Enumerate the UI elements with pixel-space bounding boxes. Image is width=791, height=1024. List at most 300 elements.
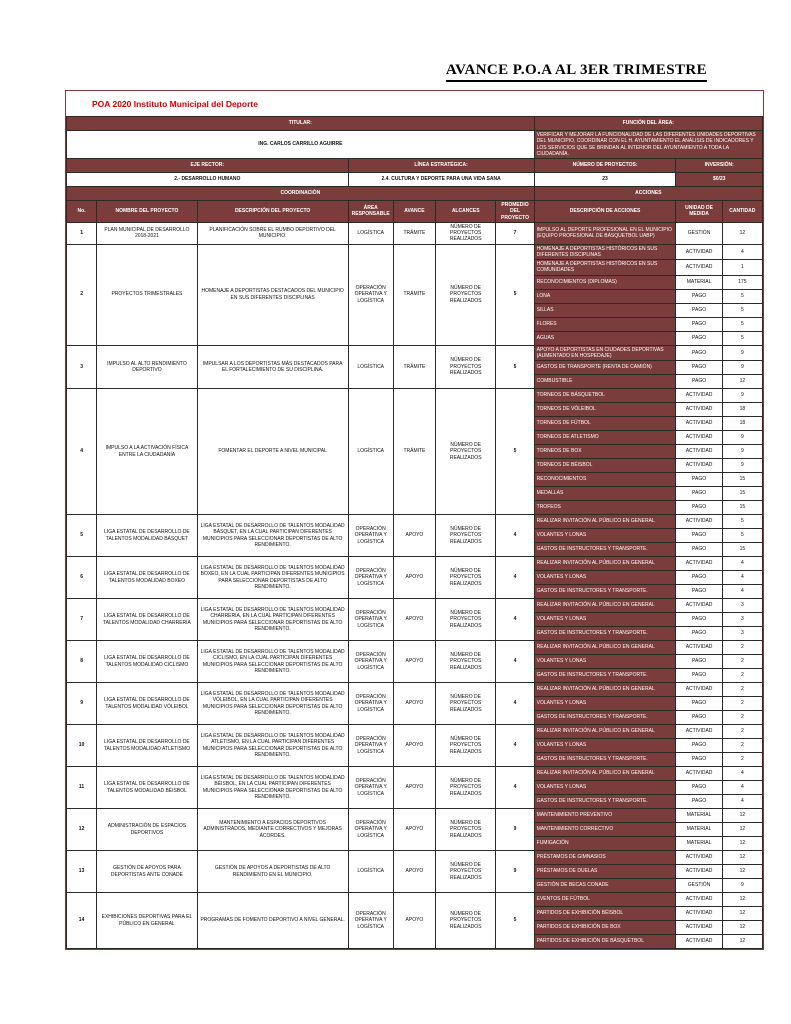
cell-project-desc: GESTIÓN DE APOYOS A DEPORTISTAS DE ALTO RENDIMIENTO EN EL MUNICIPIO. bbox=[197, 851, 348, 893]
cell-cantidad: 12 bbox=[722, 921, 762, 935]
cell-project-desc: LIGA ESTATAL DE DESARROLLO DE TALENTOS MODALIDAD ATLETISMO, EN LA CUAL PARTICIPAN DIFERENTES MUNICIPIOS PARA SELECCIONAR DEPORTISTAS DE ALTO RENDIMIENTO. bbox=[197, 725, 348, 767]
cell-accion-desc: GASTOS DE TRANSPORTE (RENTA DE CAMIÓN) bbox=[534, 361, 676, 375]
cell-accion-desc: VOLANTES Y LONAS bbox=[534, 781, 676, 795]
cell-accion-desc: GASTOS DE INSTRUCTORES Y TRANSPORTE. bbox=[534, 543, 676, 557]
cell-accion-desc: APOYO A DEPORTISTAS EN CIUDADES DEPORTIVAS (AUMENTADO EN HOSPEDAJE) bbox=[534, 345, 676, 361]
cell-accion-desc: GASTOS DE INSTRUCTORES Y TRANSPORTE. bbox=[534, 585, 676, 599]
project-row bbox=[67, 557, 763, 571]
cell-accion-desc: MANTENIMIENTO CORRECTIVO bbox=[534, 823, 676, 837]
cell-cantidad: 4 bbox=[722, 795, 762, 809]
cell-cantidad: 9 bbox=[722, 361, 762, 375]
cell-unidad: ACTIVIDAD bbox=[676, 403, 722, 417]
cell-unidad: ACTIVIDAD bbox=[676, 459, 722, 473]
eje-rector-label: EJE RECTOR: bbox=[67, 159, 349, 173]
titular-label: TITULAR: bbox=[67, 117, 535, 131]
cell-cantidad: 3 bbox=[722, 599, 762, 613]
inversion-value: $0/23 bbox=[676, 173, 763, 187]
cell-cantidad: 2 bbox=[722, 725, 762, 739]
cell-accion-desc: TROFEOS bbox=[534, 501, 676, 515]
cell-project-desc: PROGRAMAS DE FOMENTO DEPORTIVO A NIVEL GENERAL. bbox=[197, 893, 348, 949]
cell-promedio: 4 bbox=[496, 599, 534, 641]
cell-cantidad: 12 bbox=[722, 222, 762, 244]
cell-unidad: PAGO bbox=[676, 711, 722, 725]
column-header: NOMBRE DEL PROYECTO bbox=[97, 201, 198, 223]
cell-project-no: 7 bbox=[67, 599, 97, 641]
cell-cantidad: 15 bbox=[722, 543, 762, 557]
cell-area-responsable: OPERACIÓN OPERATIVA Y LOGÍSTICA bbox=[348, 557, 393, 599]
cell-unidad: PAGO bbox=[676, 345, 722, 361]
column-header: DESCRIPCIÓN DE ACCIONES bbox=[534, 201, 676, 223]
cell-accion-desc: RECONOCIMIENTOS bbox=[534, 473, 676, 487]
page-title: AVANCE P.O.A AL 3ER TRIMESTRE bbox=[446, 62, 707, 82]
cell-alcances: NÚMERO DE PROYECTOS REALIZADOS bbox=[436, 767, 496, 809]
cell-project-desc: PLANIFICACIÓN SOBRE EL RUMBO DEPORTIVO DEL MUNICIPIO. bbox=[197, 222, 348, 244]
cell-project-name: LIGA ESTATAL DE DESARROLLO DE TALENTOS MODALIDAD CHARRERÍA bbox=[97, 599, 198, 641]
cell-accion-desc: LONA bbox=[534, 289, 676, 303]
cell-unidad: PAGO bbox=[676, 501, 722, 515]
cell-promedio: 5 bbox=[496, 244, 534, 345]
cell-unidad: PAGO bbox=[676, 375, 722, 389]
project-row bbox=[67, 725, 763, 739]
cell-unidad: ACTIVIDAD bbox=[676, 641, 722, 655]
cell-accion-desc: FUMIGACIÓN bbox=[534, 837, 676, 851]
cell-project-no: 5 bbox=[67, 515, 97, 557]
cell-accion-desc: TORNEOS DE BÉISBOL bbox=[534, 459, 676, 473]
cell-cantidad: 5 bbox=[722, 331, 762, 345]
cell-project-no: 10 bbox=[67, 725, 97, 767]
cell-accion-desc: GASTOS DE INSTRUCTORES Y TRANSPORTE. bbox=[534, 795, 676, 809]
cell-promedio: 4 bbox=[496, 725, 534, 767]
column-header: No. bbox=[67, 201, 97, 223]
cell-cantidad: 9 bbox=[722, 345, 762, 361]
cell-unidad: ACTIVIDAD bbox=[676, 431, 722, 445]
cell-area-responsable: OPERACIÓN OPERATIVA Y LOGÍSTICA bbox=[348, 893, 393, 949]
cell-cantidad: 2 bbox=[722, 739, 762, 753]
cell-unidad: ACTIVIDAD bbox=[676, 907, 722, 921]
cell-accion-desc: REALIZAR INVITACIÓN AL PÚBLICO EN GENERAL bbox=[534, 725, 676, 739]
cell-area-responsable: LOGÍSTICA bbox=[348, 851, 393, 893]
cell-unidad: PAGO bbox=[676, 317, 722, 331]
cell-unidad: MATERIAL bbox=[676, 837, 722, 851]
cell-unidad: ACTIVIDAD bbox=[676, 935, 722, 949]
cell-accion-desc: COMBUSTIBLE bbox=[534, 375, 676, 389]
cell-promedio: 4 bbox=[496, 767, 534, 809]
cell-cantidad: 2 bbox=[722, 711, 762, 725]
project-row bbox=[67, 809, 763, 823]
cell-cantidad: 4 bbox=[722, 244, 762, 260]
cell-unidad: ACTIVIDAD bbox=[676, 725, 722, 739]
cell-unidad: ACTIVIDAD bbox=[676, 893, 722, 907]
cell-project-name: PROYECTOS TRIMESTRALES bbox=[97, 244, 198, 345]
cell-project-desc: LIGA ESTATAL DE DESARROLLO DE TALENTOS MODALIDAD BÉISBOL, EN LA CUAL PARTICIPAN DIFERENTES MUNICIPIOS PARA SELECCIONAR DEPORTISTAS DE ALTO RENDIMIENTO. bbox=[197, 767, 348, 809]
header-row-labels-top bbox=[67, 117, 763, 131]
cell-accion-desc: REALIZAR INVITACIÓN AL PÚBLICO EN GENERAL bbox=[534, 515, 676, 529]
project-row bbox=[67, 851, 763, 865]
cell-accion-desc: MEDALLAS bbox=[534, 487, 676, 501]
cell-cantidad: 9 bbox=[722, 445, 762, 459]
cell-unidad: PAGO bbox=[676, 753, 722, 767]
cell-project-name: LIGA ESTATAL DE DESARROLLO DE TALENTOS MODALIDAD CICLISMO bbox=[97, 641, 198, 683]
cell-cantidad: 5 bbox=[722, 515, 762, 529]
document-title: POA 2020 Instituto Municipal del Deporte bbox=[92, 99, 258, 109]
cell-unidad: ACTIVIDAD bbox=[676, 851, 722, 865]
cell-unidad: PAGO bbox=[676, 543, 722, 557]
cell-accion-desc: EVENTOS DE FÚTBOL bbox=[534, 893, 676, 907]
cell-avance: APOYO bbox=[393, 767, 435, 809]
acciones-band: ACCIONES bbox=[534, 187, 762, 201]
cell-unidad: ACTIVIDAD bbox=[676, 445, 722, 459]
cell-unidad: ACTIVIDAD bbox=[676, 557, 722, 571]
cell-accion-desc: PRÉSTAMOS DE DUELAS bbox=[534, 865, 676, 879]
cell-accion-desc: TORNEOS DE VÓLEIBOL bbox=[534, 403, 676, 417]
project-row bbox=[67, 222, 763, 244]
cell-area-responsable: LOGÍSTICA bbox=[348, 389, 393, 515]
cell-cantidad: 12 bbox=[722, 893, 762, 907]
cell-alcances: NÚMERO DE PROYECTOS REALIZADOS bbox=[436, 893, 496, 949]
header-row-values-mid bbox=[67, 173, 763, 187]
cell-accion-desc: HOMENAJE A DEPORTISTAS HISTÓRICOS EN SUS COMUNIDADES bbox=[534, 260, 676, 276]
cell-cantidad: 2 bbox=[722, 683, 762, 697]
linea-estrategica-value: 2.4. CULTURA Y DEPORTE PARA UNA VIDA SANA bbox=[348, 173, 534, 187]
cell-project-desc: HOMENAJE A DEPORTISTAS DESTACADOS DEL MUNICIPIO EN SUS DIFERENTES DISCIPLINAS bbox=[197, 244, 348, 345]
cell-project-name: LIGA ESTATAL DE DESARROLLO DE TALENTOS MODALIDAD BÉISBOL bbox=[97, 767, 198, 809]
cell-alcances: NÚMERO DE PROYECTOS REALIZADOS bbox=[436, 725, 496, 767]
cell-project-name: LIGA ESTATAL DE DESARROLLO DE TALENTOS MODALIDAD BÁSQUET bbox=[97, 515, 198, 557]
cell-avance: TRÁMITE bbox=[393, 244, 435, 345]
cell-avance: TRÁMITE bbox=[393, 345, 435, 389]
cell-accion-desc: REALIZAR INVITACIÓN AL PÚBLICO EN GENERAL bbox=[534, 683, 676, 697]
cell-project-no: 1 bbox=[67, 222, 97, 244]
cell-accion-desc: VOLANTES Y LONAS bbox=[534, 571, 676, 585]
cell-accion-desc: HOMENAJE A DEPORTISTAS HISTÓRICOS EN SUS DIFERENTES DISCIPLINAS bbox=[534, 244, 676, 260]
cell-cantidad: 5 bbox=[722, 317, 762, 331]
cell-accion-desc: FLORES bbox=[534, 317, 676, 331]
project-row bbox=[67, 893, 763, 907]
cell-project-desc: LIGA ESTATAL DE DESARROLLO DE TALENTOS MODALIDAD BÁSQUET, EN LA CUAL PARTICIPAN DIFERENTES MUNICIPIOS PARA SELECCIONAR DEPORTISTAS DE ALTO RENDIMIENTO. bbox=[197, 515, 348, 557]
cell-cantidad: 3 bbox=[722, 613, 762, 627]
cell-area-responsable: OPERACIÓN OPERATIVA Y LOGÍSTICA bbox=[348, 767, 393, 809]
cell-unidad: ACTIVIDAD bbox=[676, 260, 722, 276]
cell-unidad: PAGO bbox=[676, 585, 722, 599]
projects-tbody bbox=[67, 222, 763, 948]
cell-accion-desc: PARTIDOS DE EXHIBICIÓN DE BOX bbox=[534, 921, 676, 935]
cell-cantidad: 4 bbox=[722, 781, 762, 795]
poa-sheet bbox=[65, 90, 764, 950]
cell-project-no: 3 bbox=[67, 345, 97, 389]
cell-project-no: 9 bbox=[67, 683, 97, 725]
cell-project-desc: LIGA ESTATAL DE DESARROLLO DE TALENTOS MODALIDAD CHARRERÍA, EN LA CUAL PARTICIPAN DIFERENTES MUNICIPIOS PARA SELECCIONAR DEPORTISTAS DE ALTO RENDIMIENTO. bbox=[197, 599, 348, 641]
cell-project-name: IMPULSO A LA ACTIVACIÓN FÍSICA ENTRE LA CIUDADANÍA bbox=[97, 389, 198, 515]
cell-promedio: 4 bbox=[496, 683, 534, 725]
column-header: AVANCE bbox=[393, 201, 435, 223]
cell-unidad: PAGO bbox=[676, 613, 722, 627]
numero-proyectos-label: NÚMERO DE PROYECTOS: bbox=[534, 159, 676, 173]
cell-avance: APOYO bbox=[393, 557, 435, 599]
cell-unidad: ACTIVIDAD bbox=[676, 921, 722, 935]
cell-cantidad: 9 bbox=[722, 879, 762, 893]
cell-unidad: PAGO bbox=[676, 289, 722, 303]
eje-rector-value: 2.- DESARROLLO HUMANO bbox=[67, 173, 349, 187]
column-header: CANTIDAD bbox=[722, 201, 762, 223]
coordinacion-band: COORDINACIÓN bbox=[67, 187, 535, 201]
cell-promedio: 9 bbox=[496, 809, 534, 851]
cell-accion-desc: VOLANTES Y LONAS bbox=[534, 739, 676, 753]
cell-accion-desc: REALIZAR INVITACIÓN AL PÚBLICO EN GENERAL bbox=[534, 767, 676, 781]
cell-area-responsable: LOGÍSTICA bbox=[348, 345, 393, 389]
cell-promedio: 4 bbox=[496, 557, 534, 599]
column-header: ÁREA RESPONSABLE bbox=[348, 201, 393, 223]
cell-cantidad: 4 bbox=[722, 557, 762, 571]
cell-accion-desc: REALIZAR INVITACIÓN AL PÚBLICO EN GENERAL bbox=[534, 599, 676, 613]
funcion-label: FUNCIÓN DEL ÁREA: bbox=[534, 117, 762, 131]
cell-accion-desc: VOLANTES Y LONAS bbox=[534, 613, 676, 627]
cell-cantidad: 2 bbox=[722, 641, 762, 655]
cell-unidad: ACTIVIDAD bbox=[676, 389, 722, 403]
cell-project-desc: LIGA ESTATAL DE DESARROLLO DE TALENTOS MODALIDAD BOXEO, EN LA CUAL PARTICIPAN DIFERENTES MUNICIPIOS PARA SELECCIONAR DEPORTISTAS DE ALTO RENDIMIENTO. bbox=[197, 557, 348, 599]
cell-promedio: 4 bbox=[496, 641, 534, 683]
cell-avance: APOYO bbox=[393, 599, 435, 641]
cell-project-name: LIGA ESTATAL DE DESARROLLO DE TALENTOS MODALIDAD VÓLEIBOL bbox=[97, 683, 198, 725]
cell-cantidad: 18 bbox=[722, 403, 762, 417]
cell-avance: APOYO bbox=[393, 893, 435, 949]
cell-alcances: NÚMERO DE PROYECTOS REALIZADOS bbox=[436, 599, 496, 641]
cell-promedio: 5 bbox=[496, 389, 534, 515]
header-tbody bbox=[67, 117, 763, 223]
cell-unidad: ACTIVIDAD bbox=[676, 599, 722, 613]
cell-alcances: NÚMERO DE PROYECTOS REALIZADOS bbox=[436, 515, 496, 557]
cell-unidad: PAGO bbox=[676, 361, 722, 375]
cell-avance: APOYO bbox=[393, 683, 435, 725]
cell-accion-desc: TORNEOS DE FÚTBOL bbox=[534, 417, 676, 431]
cell-project-name: PLAN MUNICIPAL DE DESARROLLO 2018-2021 bbox=[97, 222, 198, 244]
cell-cantidad: 12 bbox=[722, 907, 762, 921]
cell-alcances: NÚMERO DE PROYECTOS REALIZADOS bbox=[436, 683, 496, 725]
cell-unidad: ACTIVIDAD bbox=[676, 417, 722, 431]
cell-area-responsable: OPERACIÓN OPERATIVA Y LOGÍSTICA bbox=[348, 641, 393, 683]
cell-avance: APOYO bbox=[393, 725, 435, 767]
section-band-row bbox=[67, 187, 763, 201]
cell-unidad: GESTIÓN bbox=[676, 222, 722, 244]
cell-accion-desc: REALIZAR INVITACIÓN AL PÚBLICO EN GENERAL bbox=[534, 641, 676, 655]
cell-unidad: PAGO bbox=[676, 655, 722, 669]
cell-accion-desc: RECONOCIMIENTOS (DIPLOMAS) bbox=[534, 275, 676, 289]
cell-accion-desc: AGUAS bbox=[534, 331, 676, 345]
cell-alcances: NÚMERO DE PROYECTOS REALIZADOS bbox=[436, 222, 496, 244]
cell-unidad: ACTIVIDAD bbox=[676, 683, 722, 697]
cell-accion-desc: VOLANTES Y LONAS bbox=[534, 529, 676, 543]
cell-unidad: ACTIVIDAD bbox=[676, 767, 722, 781]
cell-area-responsable: OPERACIÓN OPERATIVA Y LOGÍSTICA bbox=[348, 515, 393, 557]
cell-project-desc: MANTENIMIENTO A ESPACIOS DEPORTIVOS ADMINISTRADOS, MEDIANTE CORRECTIVOS Y MEJORAS ACORDES. bbox=[197, 809, 348, 851]
cell-accion-desc: TORNEOS DE ATLETISMO bbox=[534, 431, 676, 445]
cell-project-name: GESTIÓN DE APOYOS PARA DEPORTISTAS ANTE CONADE bbox=[97, 851, 198, 893]
cell-accion-desc: TORNEOS DE BÁSQUETBOL bbox=[534, 389, 676, 403]
cell-project-name: ADMINISTRACIÓN DE ESPACIOS DEPORTIVOS bbox=[97, 809, 198, 851]
cell-project-desc: IMPULSAR A LOS DEPORTISTAS MÁS DESTACADOS PARA EL FORTALECIMIENTO DE SU DISCIPLINA. bbox=[197, 345, 348, 389]
cell-accion-desc: PARTIDOS DE EXHIBICIÓN BÉISBOL bbox=[534, 907, 676, 921]
project-row bbox=[67, 599, 763, 613]
cell-avance: TRÁMITE bbox=[393, 222, 435, 244]
cell-cantidad: 15 bbox=[722, 487, 762, 501]
titular-value: ING. CARLOS CARRILLO AGUIRRE bbox=[67, 131, 535, 159]
cell-unidad: PAGO bbox=[676, 303, 722, 317]
cell-unidad: PAGO bbox=[676, 795, 722, 809]
cell-promedio: 5 bbox=[496, 345, 534, 389]
cell-project-name: IMPULSO AL ALTO RENDIMIENTO DEPORTIVO bbox=[97, 345, 198, 389]
cell-unidad: PAGO bbox=[676, 487, 722, 501]
cell-cantidad: 12 bbox=[722, 837, 762, 851]
poa-table bbox=[66, 116, 763, 949]
cell-project-name: EXHIBICIONES DEPORTIVAS PARA EL PÚBLICO EN GENERAL bbox=[97, 893, 198, 949]
cell-project-no: 2 bbox=[67, 244, 97, 345]
cell-promedio: 9 bbox=[496, 851, 534, 893]
cell-area-responsable: OPERACIÓN OPERATIVA Y LOGÍSTICA bbox=[348, 244, 393, 345]
cell-alcances: NÚMERO DE PROYECTOS REALIZADOS bbox=[436, 389, 496, 515]
cell-cantidad: 5 bbox=[722, 529, 762, 543]
cell-unidad: PAGO bbox=[676, 781, 722, 795]
cell-accion-desc: VOLANTES Y LONAS bbox=[534, 655, 676, 669]
cell-avance: APOYO bbox=[393, 809, 435, 851]
column-header: DESCRIPCIÓN DEL PROYECTO bbox=[197, 201, 348, 223]
project-row bbox=[67, 683, 763, 697]
cell-unidad: ACTIVIDAD bbox=[676, 515, 722, 529]
cell-alcances: NÚMERO DE PROYECTOS REALIZADOS bbox=[436, 557, 496, 599]
cell-project-no: 8 bbox=[67, 641, 97, 683]
cell-unidad: MATERIAL bbox=[676, 275, 722, 289]
cell-accion-desc: PRÉSTAMOS DE GIMNASIOS bbox=[534, 851, 676, 865]
cell-unidad: PAGO bbox=[676, 697, 722, 711]
cell-alcances: NÚMERO DE PROYECTOS REALIZADOS bbox=[436, 641, 496, 683]
project-row bbox=[67, 641, 763, 655]
project-row bbox=[67, 244, 763, 260]
cell-project-no: 13 bbox=[67, 851, 97, 893]
header-row-labels-mid bbox=[67, 159, 763, 173]
project-row bbox=[67, 345, 763, 361]
cell-alcances: NÚMERO DE PROYECTOS REALIZADOS bbox=[436, 851, 496, 893]
cell-cantidad: 5 bbox=[722, 289, 762, 303]
cell-accion-desc: REALIZAR INVITACIÓN AL PÚBLICO EN GENERAL bbox=[534, 557, 676, 571]
cell-project-no: 14 bbox=[67, 893, 97, 949]
cell-alcances: NÚMERO DE PROYECTOS REALIZADOS bbox=[436, 244, 496, 345]
cell-project-desc: LIGA ESTATAL DE DESARROLLO DE TALENTOS MODALIDAD CICLISMO, EN LA CUAL PARTICIPAN DIFERENTES MUNICIPIOS PARA SELECCIONAR DEPORTISTAS DE ALTO RENDIMIENTO. bbox=[197, 641, 348, 683]
cell-accion-desc: SILLAS bbox=[534, 303, 676, 317]
cell-area-responsable: OPERACIÓN OPERATIVA Y LOGÍSTICA bbox=[348, 683, 393, 725]
cell-area-responsable: OPERACIÓN OPERATIVA Y LOGÍSTICA bbox=[348, 725, 393, 767]
cell-alcances: NÚMERO DE PROYECTOS REALIZADOS bbox=[436, 345, 496, 389]
cell-cantidad: 4 bbox=[722, 571, 762, 585]
column-header-row bbox=[67, 201, 763, 223]
cell-unidad: PAGO bbox=[676, 571, 722, 585]
cell-unidad: ACTIVIDAD bbox=[676, 244, 722, 260]
cell-cantidad: 5 bbox=[722, 303, 762, 317]
cell-cantidad: 12 bbox=[722, 865, 762, 879]
cell-project-no: 12 bbox=[67, 809, 97, 851]
cell-accion-desc: GASTOS DE INSTRUCTORES Y TRANSPORTE. bbox=[534, 669, 676, 683]
funcion-value: VERIFICAR Y MEJORAR LA FUNCIONALIDAD DE LAS DIFERENTES UNIDADES DEPORTIVAS DEL MUNICIPIO, COORDINAR CON EL H. AYUNTAMIENTO EL ANÁLISIS DE INDICADORES Y LOS SERVICIOS QUE SE BRINDAN AL INTERIOR DEL AYUNTAMIENTO A TODA LA CIUDADANÍA. bbox=[534, 131, 762, 159]
cell-unidad: PAGO bbox=[676, 627, 722, 641]
cell-accion-desc: IMPULSO AL DEPORTE PROFESIONAL EN EL MUNICIPIO (EQUIPO PROFESIONAL DE BÁSQUETBOL UABP) bbox=[534, 222, 676, 244]
cell-project-desc: LIGA ESTATAL DE DESARROLLO DE TALENTOS MODALIDAD VÓLEIBOL, EN LA CUAL PARTICIPAN DIFERENTES MUNICIPIOS PARA SELECCIONAR DEPORTISTAS DE ALTO RENDIMIENTO. bbox=[197, 683, 348, 725]
cell-accion-desc: GASTOS DE INSTRUCTORES Y TRANSPORTE. bbox=[534, 753, 676, 767]
cell-promedio: 7 bbox=[496, 222, 534, 244]
cell-accion-desc: GASTOS DE INSTRUCTORES Y TRANSPORTE. bbox=[534, 627, 676, 641]
cell-cantidad: 2 bbox=[722, 669, 762, 683]
cell-unidad: MATERIAL bbox=[676, 823, 722, 837]
cell-cantidad: 15 bbox=[722, 501, 762, 515]
cell-cantidad: 12 bbox=[722, 823, 762, 837]
cell-cantidad: 4 bbox=[722, 767, 762, 781]
cell-cantidad: 12 bbox=[722, 809, 762, 823]
cell-accion-desc: TORNEOS DE BOX bbox=[534, 445, 676, 459]
cell-cantidad: 4 bbox=[722, 585, 762, 599]
numero-proyectos-value: 23 bbox=[534, 173, 676, 187]
cell-cantidad: 9 bbox=[722, 459, 762, 473]
cell-unidad: MATERIAL bbox=[676, 809, 722, 823]
cell-cantidad: 175 bbox=[722, 275, 762, 289]
cell-unidad: PAGO bbox=[676, 473, 722, 487]
cell-unidad: PAGO bbox=[676, 331, 722, 345]
linea-estrategica-label: LÍNEA ESTRATÉGICA: bbox=[348, 159, 534, 173]
cell-cantidad: 2 bbox=[722, 753, 762, 767]
column-header: UNIDAD DE MEDIDA bbox=[676, 201, 722, 223]
cell-cantidad: 1 bbox=[722, 260, 762, 276]
cell-cantidad: 12 bbox=[722, 375, 762, 389]
cell-project-no: 4 bbox=[67, 389, 97, 515]
cell-avance: APOYO bbox=[393, 851, 435, 893]
project-row bbox=[67, 767, 763, 781]
header-row-values-top bbox=[67, 131, 763, 159]
cell-cantidad: 15 bbox=[722, 473, 762, 487]
cell-cantidad: 9 bbox=[722, 431, 762, 445]
cell-project-no: 11 bbox=[67, 767, 97, 809]
cell-cantidad: 12 bbox=[722, 851, 762, 865]
cell-unidad: ACTIVIDAD bbox=[676, 865, 722, 879]
cell-area-responsable: OPERACIÓN OPERATIVA Y LOGÍSTICA bbox=[348, 809, 393, 851]
cell-accion-desc: GASTOS DE INSTRUCTORES Y TRANSPORTE. bbox=[534, 711, 676, 725]
cell-cantidad: 12 bbox=[722, 935, 762, 949]
cell-area-responsable: OPERACIÓN OPERATIVA Y LOGÍSTICA bbox=[348, 599, 393, 641]
project-row bbox=[67, 515, 763, 529]
cell-project-name: LIGA ESTATAL DE DESARROLLO DE TALENTOS MODALIDAD ATLETISMO bbox=[97, 725, 198, 767]
project-row bbox=[67, 389, 763, 403]
cell-unidad: PAGO bbox=[676, 739, 722, 753]
cell-project-no: 6 bbox=[67, 557, 97, 599]
cell-unidad: GESTIÓN bbox=[676, 879, 722, 893]
cell-accion-desc: VOLANTES Y LONAS bbox=[534, 697, 676, 711]
cell-accion-desc: GESTIÓN DE BECAS CONADE bbox=[534, 879, 676, 893]
cell-accion-desc: MANTENIMIENTO PREVENTIVO bbox=[534, 809, 676, 823]
column-header: ALCANCES bbox=[436, 201, 496, 223]
column-header: PROMEDIO DEL PROYECTO bbox=[496, 201, 534, 223]
cell-project-name: LIGA ESTATAL DE DESARROLLO DE TALENTOS MODALIDAD BOXEO bbox=[97, 557, 198, 599]
cell-promedio: 4 bbox=[496, 515, 534, 557]
cell-cantidad: 2 bbox=[722, 697, 762, 711]
cell-cantidad: 3 bbox=[722, 627, 762, 641]
cell-cantidad: 18 bbox=[722, 417, 762, 431]
cell-accion-desc: PARTIDOS DE EXHIBICIÓN DE BÁSQUETBOL bbox=[534, 935, 676, 949]
cell-cantidad: 9 bbox=[722, 389, 762, 403]
cell-unidad: PAGO bbox=[676, 529, 722, 543]
cell-project-desc: FOMENTAR EL DEPORTE A NIVEL MUNICIPAL bbox=[197, 389, 348, 515]
cell-alcances: NÚMERO DE PROYECTOS REALIZADOS bbox=[436, 809, 496, 851]
cell-avance: APOYO bbox=[393, 515, 435, 557]
cell-cantidad: 2 bbox=[722, 655, 762, 669]
cell-unidad: PAGO bbox=[676, 669, 722, 683]
cell-avance: APOYO bbox=[393, 641, 435, 683]
cell-area-responsable: LOGÍSTICA bbox=[348, 222, 393, 244]
cell-avance: TRÁMITE bbox=[393, 389, 435, 515]
cell-promedio: 5 bbox=[496, 893, 534, 949]
